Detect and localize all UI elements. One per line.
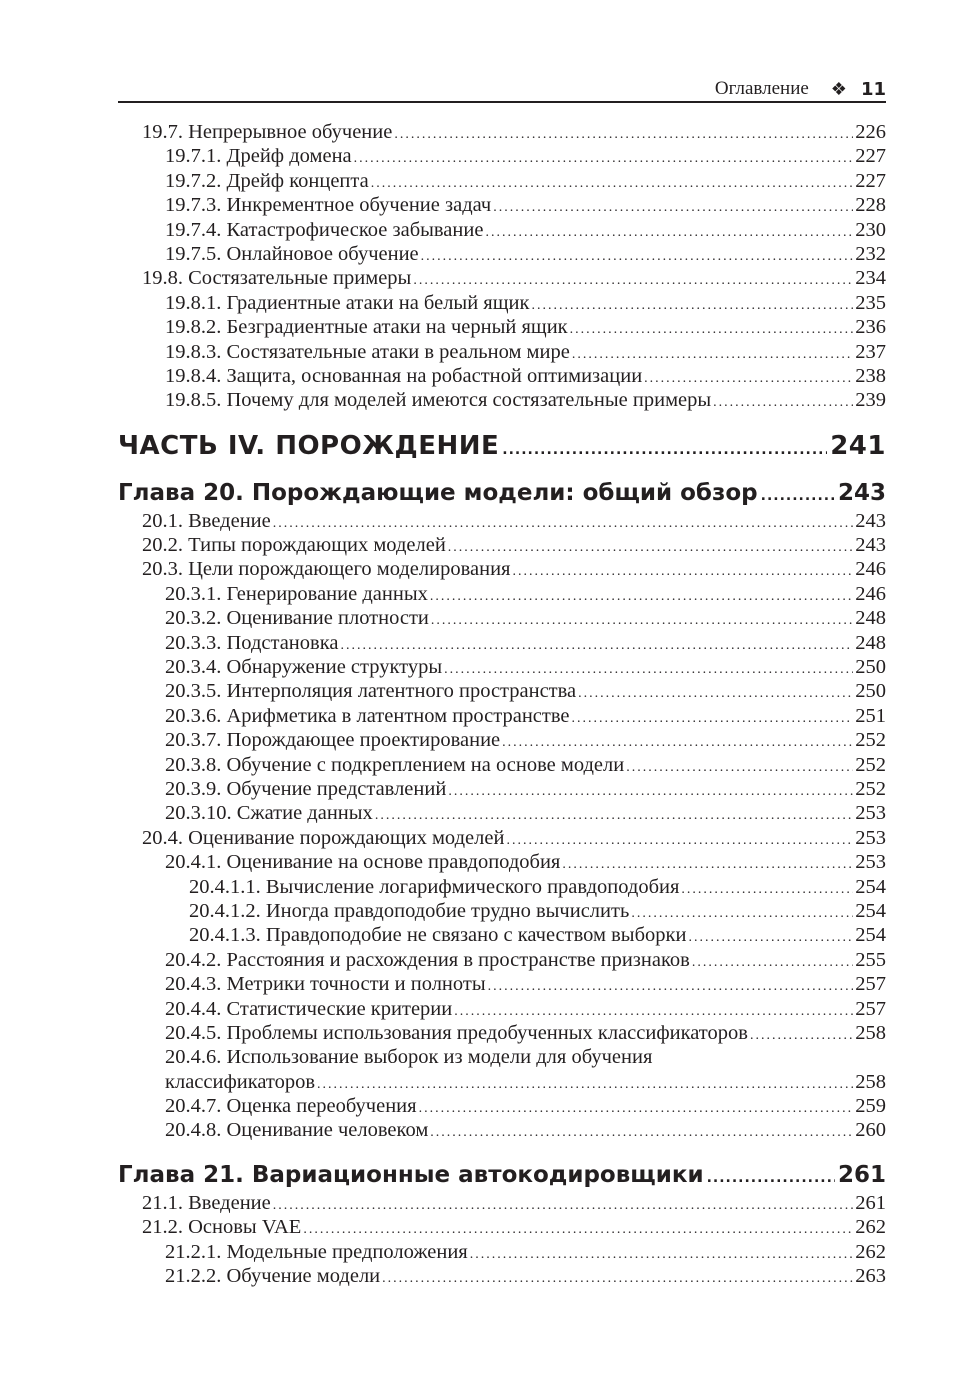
toc-entry-page: 246 (855, 582, 886, 605)
ornament-icon: ❖ (830, 79, 847, 99)
toc-entry[interactable] (118, 679, 886, 703)
toc-entry[interactable] (118, 364, 886, 388)
toc-entry[interactable] (118, 193, 886, 217)
toc-entry-page: 246 (855, 558, 886, 581)
toc-entry-page: 232 (855, 242, 886, 265)
toc-entry-label: 19.7.4. Катастрофическое забывание (165, 218, 484, 241)
toc-entry-page: 259 (855, 1095, 886, 1118)
toc-entry-page: 261 (855, 1191, 886, 1214)
toc-entry-label: 20.4.5. Проблемы использования предобученных классификаторов (165, 1021, 748, 1044)
toc-entry[interactable] (118, 777, 886, 801)
toc-entry[interactable] (118, 875, 886, 899)
toc-entry[interactable] (118, 582, 886, 606)
toc-entry[interactable] (118, 1264, 886, 1288)
toc-entry-page: 263 (855, 1265, 886, 1288)
chapter-page: 243 (837, 479, 886, 506)
toc-entry[interactable] (118, 242, 886, 266)
toc-entry-label: 20.4.7. Оценка переобучения (165, 1095, 417, 1118)
dot-leader (488, 975, 854, 999)
toc-entry[interactable] (118, 728, 886, 752)
toc-entry-label: 19.8. Состязательные примеры (142, 267, 412, 290)
toc-entry[interactable] (118, 826, 886, 850)
toc-entry-label: 20.3.10. Сжатие данных (165, 802, 373, 825)
toc-entry[interactable] (118, 655, 886, 679)
toc-entry[interactable] (118, 899, 886, 923)
toc-entry-page: 236 (855, 316, 886, 339)
toc-entry-page: 255 (855, 948, 886, 971)
toc-entry[interactable] (118, 533, 886, 557)
toc-entry-label: 20.3.3. Подстановка (165, 631, 339, 654)
dot-leader (430, 1121, 853, 1145)
toc-entry-label: классификаторов (165, 1070, 316, 1093)
toc-entry-label: 20.3.7. Порождающее проектирование (165, 729, 501, 752)
toc-entry-label: 21.2.1. Модельные предположения (165, 1240, 468, 1263)
dot-leader (578, 682, 853, 706)
toc-entry-page: 253 (855, 802, 886, 825)
toc-entry[interactable] (118, 120, 886, 144)
toc-entry-page: 226 (855, 121, 886, 143)
table-of-contents (118, 120, 886, 1288)
toc-entry-label: 20.3. Цели порождающего моделирования (142, 558, 511, 581)
running-header (118, 76, 886, 102)
toc-entry-label: 20.3.6. Арифметика в латентном пространстве (165, 704, 570, 727)
dot-leader (382, 1267, 853, 1291)
toc-entry-page: 239 (855, 389, 886, 412)
toc-entry[interactable] (118, 948, 886, 972)
toc-entry-page: 243 (855, 509, 886, 532)
toc-entry-page: 227 (855, 169, 886, 192)
toc-entry-label: 19.7. Непрерывное обучение (142, 121, 393, 143)
toc-entry-label: 19.8.5. Почему для моделей имеются состязательные примеры (165, 389, 712, 412)
toc-chapter-heading[interactable] (118, 477, 886, 509)
toc-entry[interactable] (118, 606, 886, 630)
toc-entry-label: 21.2.2. Обучение модели (165, 1265, 381, 1288)
toc-entry-page: 257 (855, 997, 886, 1020)
toc-entry-page: 228 (855, 194, 886, 217)
chapter-page: 261 (837, 1161, 886, 1188)
toc-entry-page: 251 (855, 704, 886, 727)
toc-entry-label: 19.7.3. Инкрементное обучение задач (165, 194, 492, 217)
toc-entry-page: 248 (855, 631, 886, 654)
toc-entry-page: 227 (855, 145, 886, 168)
toc-entry[interactable] (118, 266, 886, 290)
dot-leader (493, 196, 853, 220)
toc-entry-label: 20.4.8. Оценивание человеком (165, 1119, 429, 1142)
toc-entry[interactable] (118, 923, 886, 947)
toc-entry-label: 21.2. Основы VAE (142, 1216, 302, 1239)
toc-entry-page: 252 (855, 729, 886, 752)
toc-entry-label: 19.8.1. Градиентные атаки на белый ящик (165, 291, 530, 314)
toc-entry-page: 248 (855, 607, 886, 630)
toc-entry-page: 257 (855, 973, 886, 996)
toc-entry[interactable] (118, 315, 886, 339)
toc-entry-label: 20.3.8. Обучение с подкреплением на основе модели (165, 753, 625, 776)
dot-leader (394, 123, 853, 147)
toc-entry-page: 262 (855, 1216, 886, 1239)
dot-leader (421, 245, 854, 269)
toc-entry-page: 253 (855, 851, 886, 874)
toc-entry-page: 258 (855, 1070, 886, 1093)
toc-entry[interactable] (118, 169, 886, 193)
toc-entry[interactable] (118, 340, 886, 364)
toc-entry-page: 243 (855, 534, 886, 557)
toc-entry-label: 20.2. Типы порождающих моделей (142, 534, 446, 557)
toc-entry-page: 258 (855, 1021, 886, 1044)
toc-entry-label: 19.7.2. Дрейф концепта (165, 169, 369, 192)
toc-entry-page: 254 (855, 875, 886, 898)
toc-entry-label: 19.8.2. Безградиентные атаки на черный ящик (165, 316, 568, 339)
toc-entry-label: 20.4.1.2. Иногда правдоподобие трудно вычислить (189, 899, 630, 922)
toc-entry[interactable] (118, 291, 886, 315)
dot-leader (273, 1194, 853, 1218)
dot-leader (750, 1024, 853, 1048)
toc-entry[interactable] (118, 218, 886, 242)
dot-leader (531, 294, 853, 318)
toc-entry-page: 235 (855, 291, 886, 314)
toc-entry-page: 253 (855, 826, 886, 849)
toc-entry-label: 20.4.6. Использование выборок из модели для обучения (165, 1046, 653, 1069)
toc-entry-label: 20.3.4. Обнаружение структуры (165, 656, 443, 679)
toc-entry-label: 20.4. Оценивание порождающих моделей (142, 826, 505, 849)
toc-entry-label: 20.4.1.1. Вычисление логарифмического правдоподобия (189, 875, 680, 898)
toc-part-heading[interactable] (118, 429, 886, 463)
toc-entry[interactable] (118, 144, 886, 168)
dot-leader (485, 221, 853, 245)
toc-entry[interactable] (118, 1070, 886, 1094)
toc-entry-page: 250 (855, 656, 886, 679)
toc-entry[interactable] (118, 509, 886, 533)
toc-entry-page: 254 (855, 899, 886, 922)
toc-entry[interactable] (118, 1094, 886, 1118)
dot-leader (512, 560, 853, 584)
toc-entry-label: 20.3.2. Оценивание плотности (165, 607, 429, 630)
header-rule (118, 101, 886, 103)
toc-entry-label: 20.4.4. Статистические критерии (165, 997, 453, 1020)
dot-leader (681, 878, 853, 902)
dot-leader (626, 756, 853, 780)
toc-entry-label: 20.4.1. Оценивание на основе правдоподобия (165, 851, 561, 874)
toc-entry-page: 250 (855, 680, 886, 703)
dot-leader (419, 1097, 854, 1121)
toc-entry-label: 20.3.1. Генерирование данных (165, 582, 428, 605)
toc-entry[interactable] (118, 1240, 886, 1264)
dot-leader (692, 951, 853, 975)
dot-leader (713, 391, 853, 415)
dot-leader (430, 585, 853, 609)
toc-entry-label: 20.1. Введение (142, 509, 271, 532)
toc-entry-wrapped-line[interactable] (118, 1045, 886, 1069)
toc-entry[interactable] (118, 1118, 886, 1142)
toc-entry-page: 230 (855, 218, 886, 241)
toc-entry[interactable] (118, 1215, 886, 1239)
toc-entry[interactable] (118, 1191, 886, 1215)
toc-entry-label: 20.3.5. Интерполяция латентного пространства (165, 680, 577, 703)
toc-entry-label: 19.8.4. Защита, основанная на робастной оптимизации (165, 364, 643, 387)
part-title: ЧАСТЬ IV. ПОРОЖДЕНИЕ (118, 430, 500, 461)
toc-entry-label: 20.3.9. Обучение представлений (165, 777, 447, 800)
dot-leader (470, 1243, 854, 1267)
toc-entry-label: 19.7.5. Онлайновое обучение (165, 242, 419, 265)
toc-entry[interactable] (118, 997, 886, 1021)
toc-entry-page: 238 (855, 364, 886, 387)
toc-entry-page: 252 (855, 753, 886, 776)
toc-entry[interactable] (118, 704, 886, 728)
toc-entry[interactable] (118, 753, 886, 777)
page-number: 11 (860, 78, 886, 100)
toc-entry-page: 237 (855, 340, 886, 363)
chapter-title: Глава 20. Порождающие модели: общий обзор (118, 479, 758, 506)
toc-entry-label: 20.4.2. Расстояния и расхождения в пространстве признаков (165, 948, 690, 971)
dot-leader (354, 147, 854, 171)
dot-leader (448, 780, 853, 804)
toc-entry-label: 21.1. Введение (142, 1191, 271, 1214)
toc-entry-page: 262 (855, 1240, 886, 1263)
toc-entry-page: 254 (855, 924, 886, 947)
toc-entry[interactable] (118, 801, 886, 825)
toc-entry[interactable] (118, 388, 886, 412)
toc-entry-label: 20.4.3. Метрики точности и полноты (165, 973, 486, 996)
toc-entry-label: 19.8.3. Состязательные атаки в реальном мире (165, 340, 570, 363)
toc-entry-page: 252 (855, 777, 886, 800)
part-page: 241 (830, 430, 886, 461)
toc-entry-label: 19.7.1. Дрейф домена (165, 145, 352, 168)
toc-entry[interactable] (118, 1021, 886, 1045)
toc-entry[interactable] (118, 972, 886, 996)
toc-entry[interactable] (118, 850, 886, 874)
running-title: Оглавление (714, 78, 809, 99)
toc-entry-page: 260 (855, 1119, 886, 1142)
dot-leader (502, 433, 827, 467)
dot-leader (707, 1162, 835, 1194)
dot-leader (761, 480, 835, 512)
dot-leader (570, 318, 854, 342)
toc-entry-page: 234 (855, 267, 886, 290)
dot-leader (572, 707, 854, 731)
dot-leader (431, 609, 853, 633)
dot-leader (688, 926, 853, 950)
toc-entry-label: 20.4.1.3. Правдоподобие не связано с качеством выборки (189, 924, 687, 947)
toc-entry[interactable] (118, 631, 886, 655)
toc-chapter-heading[interactable] (118, 1159, 886, 1191)
chapter-title: Глава 21. Вариационные автокодировщики (118, 1161, 704, 1188)
toc-entry[interactable] (118, 557, 886, 581)
